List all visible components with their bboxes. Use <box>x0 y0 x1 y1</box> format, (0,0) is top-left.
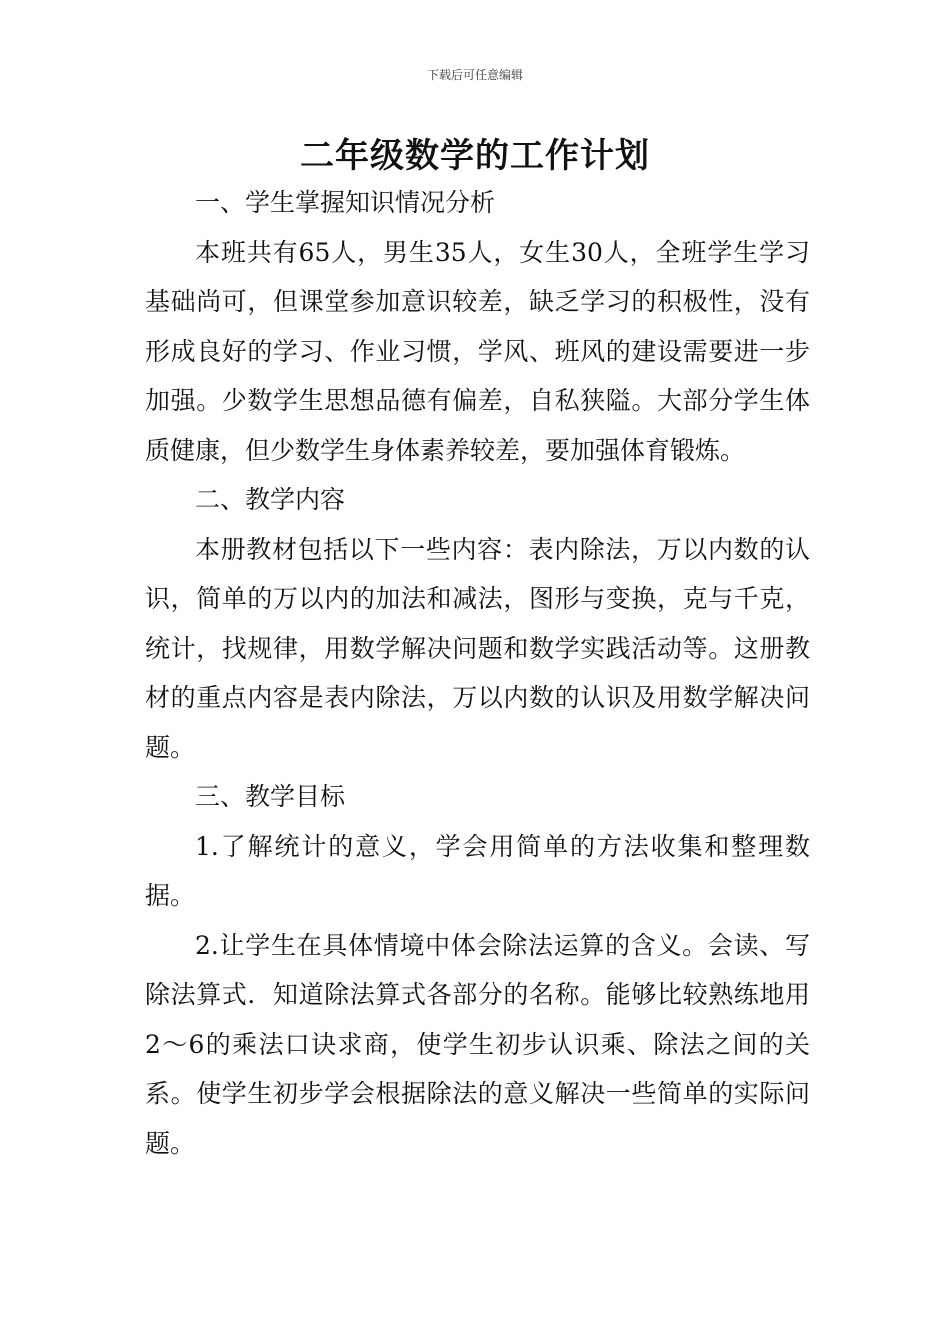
paragraph-teaching-content: 本册教材包括以下一些内容：表内除法，万以内数的认识，简单的万以内的加法和减法，图形与变换，克与千克，统计，找规律，用数学解决问题和数学实践活动等。这册教材的重点内容是表内除法，万以内数的认识及用数学解决问题。 <box>145 534 810 762</box>
goal-item-1: 1.了解统计的意义，学会用简单的方法收集和整理数据。 <box>145 831 810 910</box>
document-title: 二年级数学的工作计划 <box>300 136 650 176</box>
paragraph-student-analysis: 本班共有65人，男生35人，女生30人，全班学生学习基础尚可，但课堂参加意识较差，缺乏学习的积极性，没有形成良好的学习、作业习惯，学风、班风的建设需要进一步加强。少数学生思想品德有偏差，自私狭隘。大部分学生体质健康，但少数学生身体素养较差，要加强体育锻炼。 <box>145 237 810 465</box>
section-heading-2: 二、教学内容 <box>195 485 346 514</box>
section-heading-3: 三、教学目标 <box>195 782 346 811</box>
goal-item-2: 2.让学生在具体情境中体会除法运算的含义。会读、写除法算式．知道除法算式各部分的名称。能够比较熟练地用2～6的乘法口诀求商，使学生初步认识乘、除法之间的关系。使学生初步学会根据除法的意义解决一些简单的实际问题。 <box>145 930 810 1158</box>
header-note: 下载后可任意编辑 <box>426 68 523 82</box>
section-heading-1: 一、学生掌握知识情况分析 <box>195 188 496 217</box>
document-body <box>145 178 810 1168</box>
